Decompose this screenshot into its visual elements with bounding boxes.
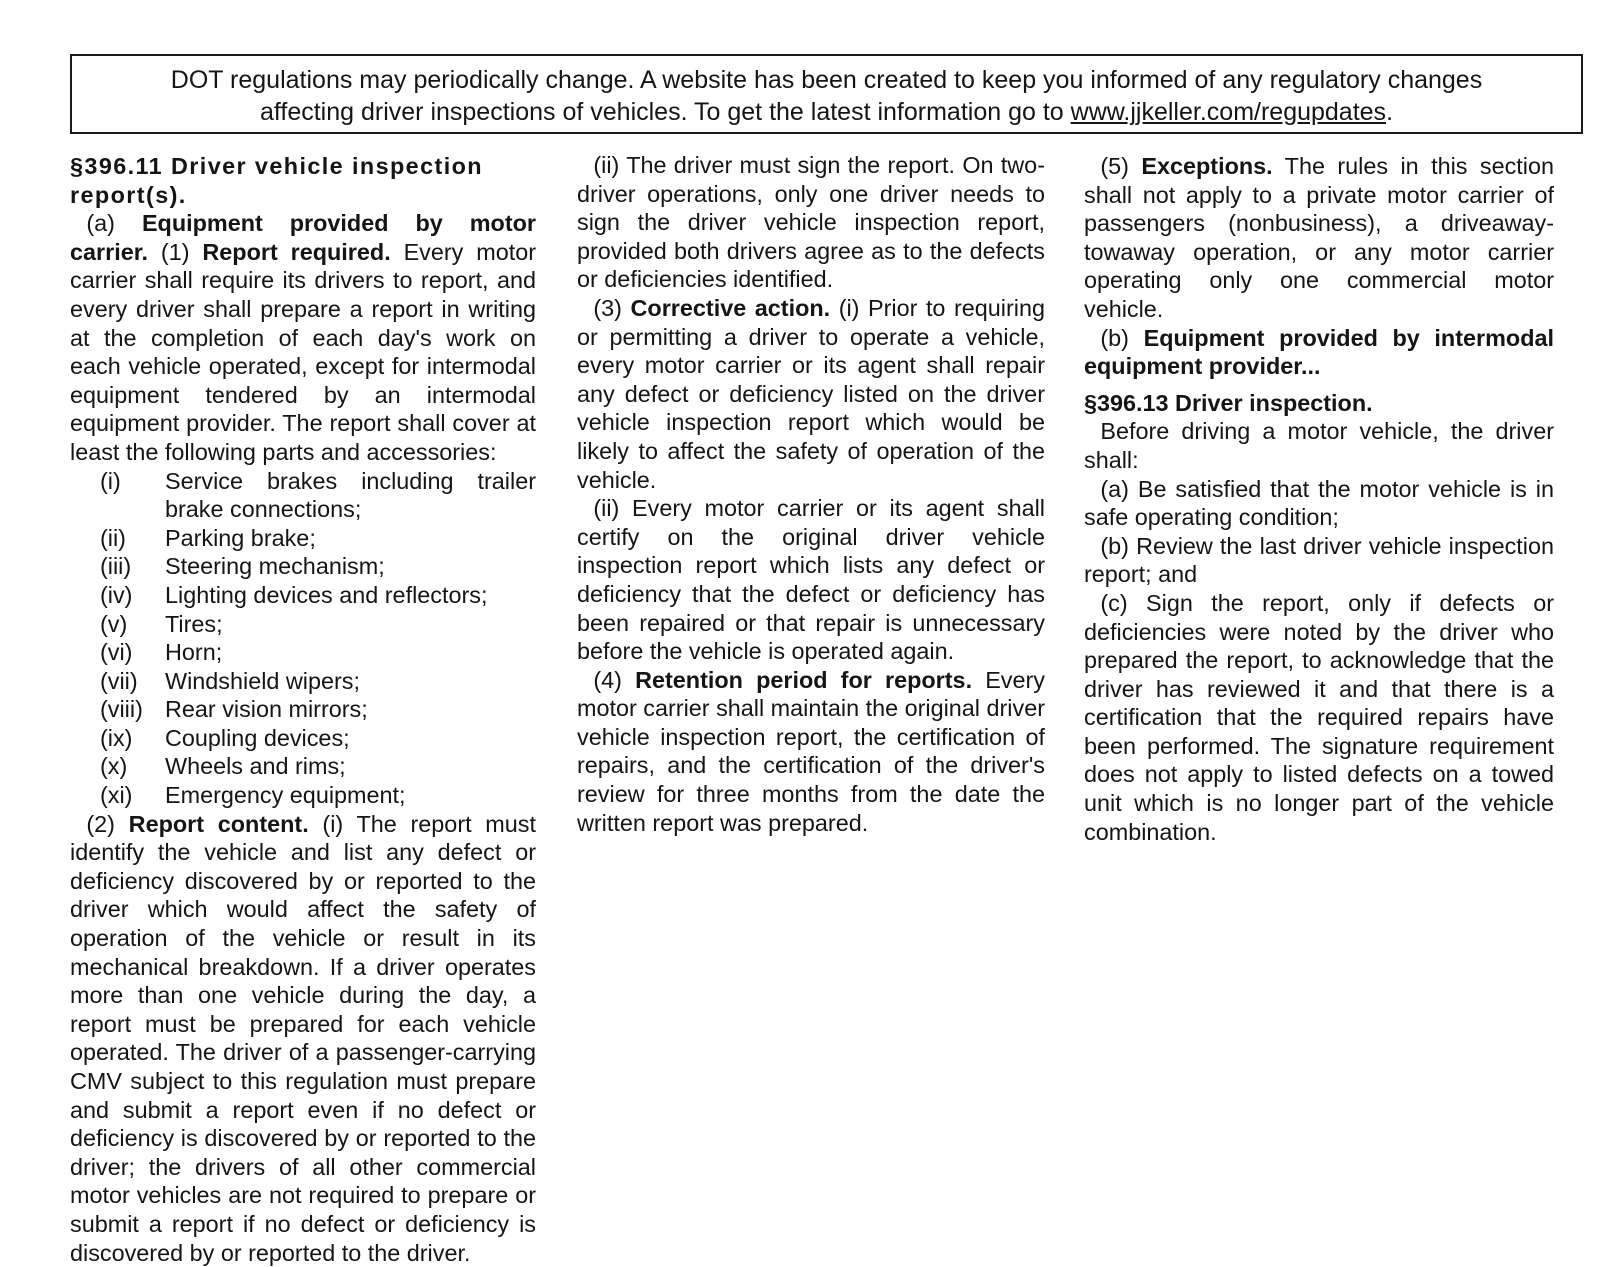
list-item-text: Emergency equipment; xyxy=(165,782,406,809)
notice-line-1: DOT regulations may periodically change. A website has been created to keep you informed of any regulatory changes xyxy=(170,66,1483,94)
list-item xyxy=(70,552,536,581)
list-item-text: Tires; xyxy=(165,610,223,637)
column-1 xyxy=(70,152,536,1267)
list-item xyxy=(70,524,536,553)
paragraph-a-1 xyxy=(70,209,536,466)
list-item-text: Service brakes including trailer brake connections; xyxy=(165,467,536,523)
list-item-number: (ii) xyxy=(100,524,126,551)
list-item-text: Parking brake; xyxy=(165,524,316,551)
list-item xyxy=(70,724,536,753)
list-item-number: (iv) xyxy=(100,581,133,608)
label-a3: (3) xyxy=(593,294,631,321)
section-396-13-heading: §396.13 Driver inspection. xyxy=(1084,389,1373,416)
list-item-text: Horn; xyxy=(165,639,223,666)
list-item xyxy=(70,467,536,524)
list-item-number: (iii) xyxy=(100,553,132,580)
list-item xyxy=(70,610,536,639)
label-a2: (2) xyxy=(86,810,129,837)
text-exceptions: The rules in this section shall not apply to a private motor carrier of passengers (nonbusiness), a driveaway-towaway operation, or any motor carrier operating only one commercial motor vehicle. xyxy=(1084,153,1554,322)
list-item-text: Rear vision mirrors; xyxy=(165,696,368,723)
notice-line-2-text: affecting driver inspections of vehicles. To get the latest information go to xyxy=(259,98,1071,126)
notice-line-2 xyxy=(72,96,1581,128)
list-item-text: Wheels and rims; xyxy=(165,753,346,780)
list-item xyxy=(70,781,536,810)
list-item-text: Coupling devices; xyxy=(165,724,350,751)
inspection-parts-list xyxy=(70,467,536,810)
label-b: (b) xyxy=(1100,324,1144,351)
list-item xyxy=(70,638,536,667)
text-report-content: (i) The report must identify the vehicle and list any defect or deficiency discovered by or reported to the driver which would affect the safety of operation of the vehicle or result in its mechanical breakdown. If a driver operates more than one vehicle during the day, a report must be prepared for each vehicle operated. The driver of a passenger-carrying CMV subject to this regulation must prepare and submit a report even if no defect or deficiency is discovered by or reported to the driver; the drivers of all other commercial motor vehicles are not required to prepare or submit a report if no defect or deficiency is discovered by or reported to the driver. xyxy=(70,810,536,1266)
list-item-number: (xi) xyxy=(100,782,133,809)
list-item-number: (viii) xyxy=(100,696,143,723)
heading-exceptions: Exceptions. xyxy=(1141,153,1273,179)
paragraph-a-3 xyxy=(577,294,1045,494)
paragraph-396-13-c: (c) Sign the report, only if defects or deficiencies were noted by the driver who prepared the report, to acknowledge that the driver has reviewed it and that there is a certification that the required repairs have been performed. The signature requirement does not apply to listed defects on a towed unit which is no longer part of the vehicle combination. xyxy=(1084,589,1554,845)
list-item-text: Windshield wipers; xyxy=(165,667,360,694)
text-retention-period: Every motor carrier shall maintain the original driver vehicle inspection report, the certification of repairs, and the certification of the driver's review for three months from the date the written report was prepared. xyxy=(577,666,1045,836)
paragraph-396-13-intro: Before driving a motor vehicle, the driver shall: xyxy=(1084,418,1554,473)
list-item xyxy=(70,667,536,696)
heading-report-content: Report content. xyxy=(128,810,309,837)
paragraph-396-13-a: (a) Be satisfied that the motor vehicle is in safe operating condition; xyxy=(1084,475,1554,531)
list-item-number: (x) xyxy=(100,753,128,780)
section-396-11-heading: §396.11 Driver vehicle inspection report(s). xyxy=(70,153,483,208)
label-a1: (1) xyxy=(148,238,203,265)
paragraph-a-5 xyxy=(1084,152,1554,324)
regupdates-link[interactable]: www.jjkeller.com/regupdates xyxy=(1070,98,1387,126)
paragraph-396-13-b: (b) Review the last driver vehicle inspection report; and xyxy=(1084,532,1554,588)
list-item-number: (ix) xyxy=(100,724,133,751)
heading-intermodal-equipment: Equipment provided by intermodal equipment provider... xyxy=(1084,324,1554,380)
heading-report-required: Report required. xyxy=(202,238,391,265)
label-a5: (5) xyxy=(1100,153,1142,179)
heading-corrective-action: Corrective action. xyxy=(630,294,831,321)
column-3 xyxy=(1084,152,1554,846)
paragraph-a-3-ii: (ii) Every motor carrier or its agent shall certify on the original driver vehicle inspection report which lists any defect or deficiency that the defect or deficiency has been repaired or that repair is unnecessary before the vehicle is operated again. xyxy=(577,495,1045,665)
text-corrective-action: (i) Prior to requiring or permitting a driver to operate a vehicle, every motor carrier or its agent shall repair any defect or deficiency listed on the driver vehicle inspection report which would be likely to affect the safety of operation of the vehicle. xyxy=(577,294,1046,493)
text-report-required: Every motor carrier shall require its drivers to report, and every driver shall prepare a report in writing at the completion of each day's work on each vehicle operated, except for intermodal equipment tendered by an intermodal equipment provider. The report shall cover at least the following parts and accessories: xyxy=(70,238,537,465)
notice-period: . xyxy=(1386,98,1394,126)
list-item xyxy=(70,752,536,781)
list-item-number: (v) xyxy=(100,610,128,637)
list-item-number: (vi) xyxy=(100,639,133,666)
paragraph-b xyxy=(1084,324,1554,381)
paragraph-a-2-ii: (ii) The driver must sign the report. On two-driver operations, only one driver needs to sign the driver vehicle inspection report, provided both drivers agree as to the defects or deficiencies identified. xyxy=(577,152,1045,293)
column-2-flow xyxy=(577,151,1045,837)
label-a4: (4) xyxy=(593,666,636,693)
list-item xyxy=(70,695,536,724)
list-item-text: Steering mechanism; xyxy=(165,553,385,580)
list-item-number: (vii) xyxy=(100,667,138,694)
label-a: (a) xyxy=(86,210,142,237)
paragraph-a-2 xyxy=(70,810,536,1267)
list-item xyxy=(70,581,536,610)
list-item-number: (i) xyxy=(100,467,121,494)
list-item-text: Lighting devices and reflectors; xyxy=(165,581,488,608)
heading-retention-period: Retention period for reports. xyxy=(635,666,973,693)
paragraph-a-4 xyxy=(577,666,1045,838)
heading-equipment-motor-carrier: Equipment provided by motor carrier. xyxy=(70,210,536,265)
regulatory-notice-box xyxy=(70,54,1583,134)
column-2 xyxy=(577,152,1045,837)
